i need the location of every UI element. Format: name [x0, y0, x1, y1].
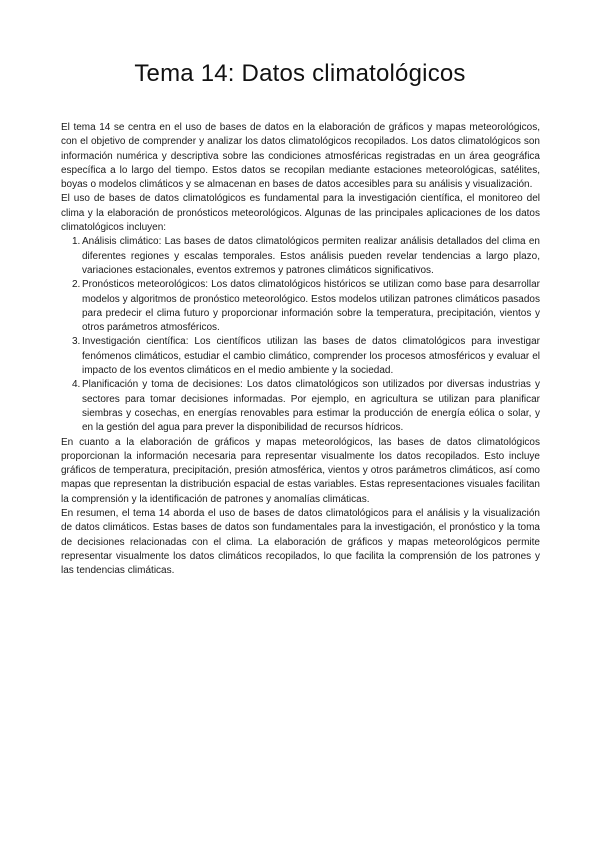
summary-paragraph: En resumen, el tema 14 aborda el uso de bases de datos climatológicos para el análisis y la visualización de datos climáticos. Estas bases de datos son fundamentales para la investigación, el pronóstico y la toma de decisiones relacionadas con el clima. La elaboración de gráficos y mapas meteorológicos permite representar visualmente los datos climáticos recopilados, lo que facilita la comprensión de los patrones y las tendencias climáticas.: [61, 508, 540, 577]
list-item-number: 1.: [72, 236, 81, 248]
list-item: [61, 335, 540, 378]
applications-list: [61, 235, 540, 435]
document-body: [61, 121, 540, 579]
list-item-text: Investigación científica: Los científicos utilizan las bases de datos climatológicos para investigar fenómenos climáticos, estudiar el cambio climático, comprender los procesos atmosféricos y evaluar el impacto de los eventos climáticos en el medio ambiente y la sociedad.: [82, 336, 540, 377]
list-item: [61, 278, 540, 335]
list-item-text: Análisis climático: Las bases de datos climatológicos permiten realizar análisis detallados del clima en diferentes regiones y escalas temporales. Estos análisis pueden revelar tendencias a largo plazo, variaciones estacionales, eventos extremos y patrones climáticos significativos.: [82, 236, 540, 276]
applications-intro-paragraph: El uso de bases de datos climatológicos es fundamental para la investigación científica, el monitoreo del clima y la elaboración de pronósticos meteorológicos. Algunas de las principales aplicaciones de los datos climatológicos incluyen:: [61, 193, 540, 234]
list-item-number: 3.: [72, 336, 81, 348]
page-title: Tema 14: Datos climatológicos: [134, 60, 466, 87]
list-item-text: Pronósticos meteorológicos: Los datos climatológicos históricos se utilizan como base para desarrollar modelos y algoritmos de pronóstico meteorológico. Estos modelos utilizan patrones climáticos pasados para predecir el clima futuro y proporcionar información sobre la temperatura, precipitación, vientos y otros parámetros atmosféricos.: [82, 279, 540, 334]
intro-paragraph: El tema 14 se centra en el uso de bases de datos en la elaboración de gráficos y mapas meteorológicos, con el objetivo de comprender y analizar los datos climatológicos recopilados. Los datos climatológicos son información numérica y descriptiva sobre las condiciones atmosféricas registradas en un área geográfica específica a lo largo del tiempo. Estos datos se recopilan mediante estaciones meteorológicas, satélites, boyas o modelos climáticos y se almacenan en bases de datos accesibles para su análisis y visualización.: [61, 122, 540, 191]
list-item: [61, 378, 540, 435]
list-item-number: 4.: [72, 379, 81, 391]
graphics-paragraph: En cuanto a la elaboración de gráficos y mapas meteorológicos, las bases de datos climatológicos proporcionan la información necesaria para representar visualmente los datos recopilados. Esto incluye gráficos de temperatura, precipitación, presión atmosférica, vientos y otros parámetros climáticos, así como mapas que representan la distribución espacial de estas variables. Estas representaciones visuales facilitan la comprensión y la identificación de patrones y anomalías climáticas.: [61, 436, 540, 505]
list-item: [61, 235, 540, 278]
list-item-number: 2.: [72, 279, 81, 291]
list-item-text: Planificación y toma de decisiones: Los datos climatológicos son utilizados por diversas industrias y sectores para tomar decisiones informadas. Por ejemplo, en agricultura se utilizan para planificar siembras y cosechas, en energías renovables para estimar la producción de energía eólica o solar, y en la gestión del agua para prever la disponibilidad de recursos hídricos.: [82, 379, 540, 434]
